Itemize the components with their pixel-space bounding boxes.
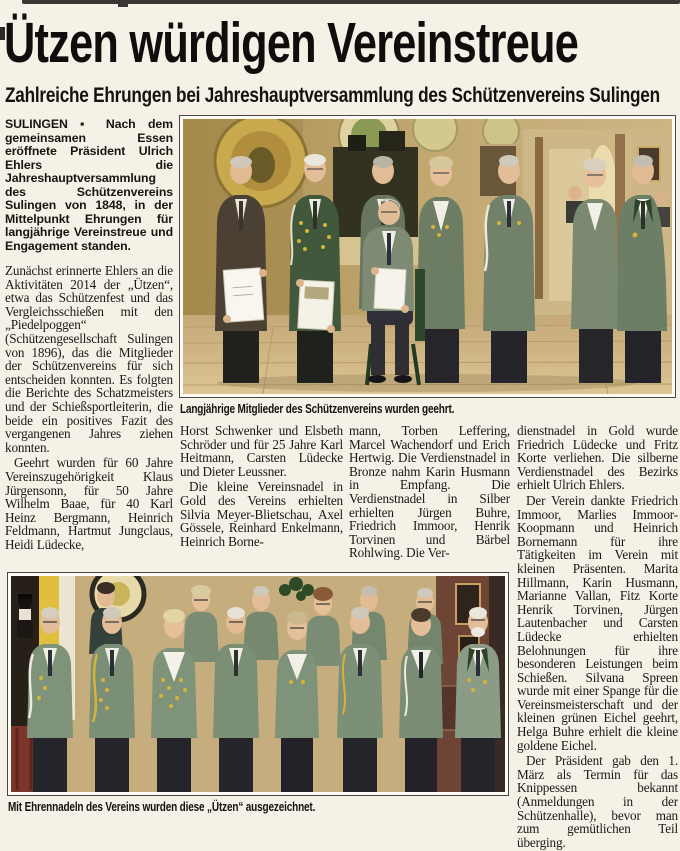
bottom-photo bbox=[7, 572, 509, 796]
dateline: SULINGEN bbox=[5, 117, 68, 131]
body-paragraph: Der Verein dankte Friedrich Immoor, Marlies Immoor-Koopmann und Heinrich Bornemann für ihre Tätigkeiten im Verein mit kleinen Präsenten. Marita Hillmann, Karin Husmann, Marianne Vallan, Fitz Korte Henrik Torvinen, Jürgen Lautenbacher und Carsten Lüdecke erhielten Belohnungen für ihre besonderen Leistungen beim Schießen. Silvana Spreen wurde mit einer Spange für die Vereinsmeisterschaft und der kleinen grünen Eichel geehrt, Helga Buhre erhielt die kleine goldene Eichel. bbox=[517, 492, 678, 753]
body-paragraph: Geehrt wurden für 60 Jahre Vereinszugehörigkeit Klaus Jürgensonn, für 50 Jahre Wilhelm Baae, für 40 Karl Heinz Bergmann, Heinrich Feldmann, Hartmut Jungclaus, Heidi Lüdecke, bbox=[5, 455, 173, 552]
top-photo bbox=[179, 115, 676, 398]
article-column-left bbox=[5, 118, 173, 553]
top-photo-illustration bbox=[183, 119, 672, 394]
figurine bbox=[17, 594, 33, 638]
article-column-middle-2 bbox=[349, 424, 510, 562]
bottom-photo-caption: Mit Ehrennadeln des Vereins wurden diese „Ützen“ ausgezeichnet. bbox=[8, 800, 316, 814]
scan-torn-edge bbox=[22, 0, 680, 4]
body-paragraph: Zunächst erinnerte Ehlers an die Aktivitäten 2014 der „Ützen“, etwa das Schützenfest und das Vergleichsschießen mit den „Piedelpoggen“ (Schützengesellschaft Sulingen von 1896), das die Mitglieder der Schützenvereins für sich entscheiden konnten. Es folgten die Berichte des Schatzmeisters und der Schießsportleiterin, die beide ein positives Fazit des vergangenen Jahres ziehen konnten. bbox=[5, 263, 173, 455]
subheadline: Zahlreiche Ehrungen bei Jahreshauptversammlung des Schützenvereins Sulingen bbox=[5, 83, 660, 107]
top-photo-caption: Langjährige Mitglieder des Schützenvereins wurden geehrt. bbox=[180, 402, 455, 416]
dateline-bullet-icon: ▪ bbox=[80, 117, 94, 131]
article-column-right bbox=[517, 424, 678, 851]
lead-paragraph bbox=[5, 118, 173, 253]
bottom-photo-illustration bbox=[11, 576, 505, 792]
body-paragraph: Horst Schwenker und Elsbeth Schröder und für 25 Jahre Karl Heitmann, Carsten Lüdecke und Dieter Leussner. bbox=[180, 423, 343, 479]
body-paragraph: mann, Torben Leffering, Marcel Wachendorf und Erich Hertwig. Die Verdienstnadel in Bronze nahm Karin Husmann in Empfang. Die Verdienstnadel in Silber erhielten Jürgen Buhre, Friedrich Immoor, Henrik Torvinen und Bärbel Rohlwing. Die Ver- bbox=[349, 423, 510, 561]
body-paragraph: Die kleine Vereinsnadel in Gold des Vereins erhielten Silvia Meyer-Blietschau, Axel Gössele, Reinhard Enkelmann, Heinrich Borne- bbox=[180, 479, 343, 549]
headline: Ützen würdigen Vereinstreue bbox=[4, 11, 579, 75]
lead-text: Nach dem gemeinsamen Essen eröffnete Präsident Ulrich Ehlers die Jahreshauptversammlung des Schützenvereins Sulingen von 1848, in der Mittelpunkt Ehrungen für langjährige Vereinstreue und Engagement standen. bbox=[5, 117, 173, 253]
body-paragraph: dienstnadel in Gold wurde Friedrich Lüdecke und Fritz Korte verliehen. Die silberne Verdienstnadel des Bezirks erhielt Ulrich Ehlers. bbox=[517, 423, 678, 493]
article-column-middle-1 bbox=[180, 424, 343, 550]
body-paragraph: Der Präsident gab den 1. März als Termin für das Knippessen bekannt (Anmeldungen in der Schützenhalle), bevor man zum gemütlichen Teil überging. bbox=[517, 753, 678, 850]
